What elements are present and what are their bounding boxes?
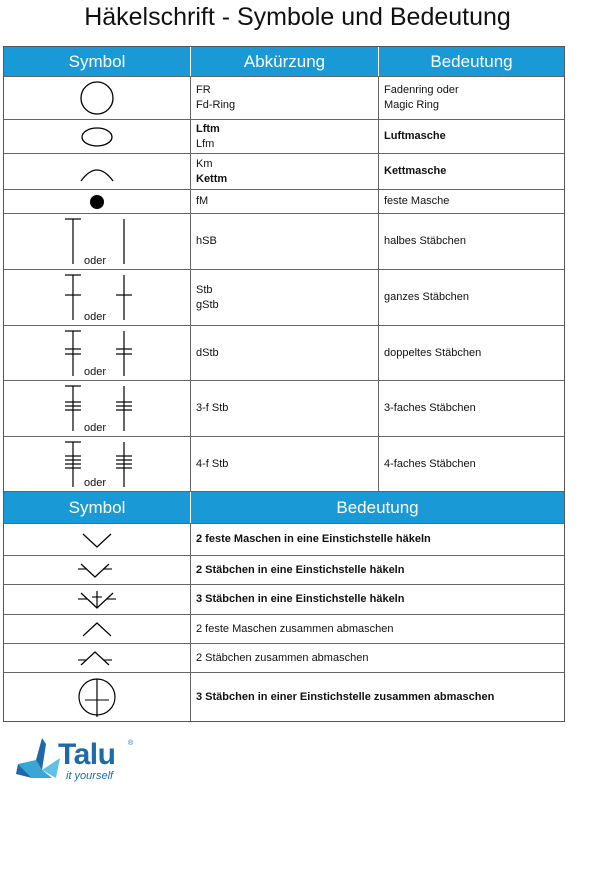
logo-tagline: it yourself	[66, 770, 114, 782]
page-title: Häkelschrift - Symbole und Bedeutung	[84, 3, 511, 31]
abbr-text: hSB	[196, 235, 217, 247]
abbr-text: Lftm	[196, 122, 220, 135]
abbr-text: gStb	[196, 298, 219, 311]
abbr-text: Kettm	[196, 172, 228, 185]
table-row	[4, 673, 564, 721]
oder-label: oder	[84, 311, 107, 323]
table-row	[4, 556, 564, 585]
v-icon	[77, 528, 117, 552]
abbr-text: 4-f Stb	[196, 457, 229, 470]
circle-cluster-icon	[75, 675, 119, 719]
meaning-text: doppeltes Stäbchen	[384, 346, 482, 359]
dot-icon	[87, 192, 107, 212]
abbr-text: dStb	[196, 346, 219, 359]
table-row	[4, 214, 564, 270]
oval-icon	[77, 124, 117, 150]
oder-label: oder	[84, 477, 107, 489]
table-row	[4, 190, 564, 214]
table-row	[4, 524, 564, 556]
table-header	[4, 47, 564, 77]
inverted-v-icon	[77, 618, 117, 640]
header-symbol: Symbol	[4, 492, 191, 523]
meaning-text: 2 Stäbchen zusammen abmaschen	[196, 651, 369, 664]
abbr-text: 3-f Stb	[196, 402, 229, 414]
table-row	[4, 437, 564, 492]
meaning-text: 3 Stäbchen in eine Einstichstelle häkeln	[196, 593, 405, 605]
meaning-text: 3-faches Stäbchen	[384, 402, 476, 414]
abbr-text: Lfm	[196, 137, 215, 150]
table-row	[4, 381, 564, 437]
meaning-text: 2 Stäbchen in eine Einstichstelle häkeln	[196, 563, 405, 576]
table-row	[4, 120, 564, 154]
meaning-text: Magic Ring	[384, 99, 440, 111]
meaning-text: feste Masche	[384, 195, 450, 207]
double-inverted-v-icon	[75, 647, 119, 669]
meaning-text: Luftmasche	[384, 130, 446, 142]
table-row	[4, 585, 564, 615]
table-row	[4, 615, 564, 644]
logo-registered: ®	[128, 740, 134, 747]
oder-label: oder	[84, 255, 107, 267]
abbr-text: Stb	[196, 283, 213, 296]
arc-icon	[77, 159, 117, 185]
meaning-text: ganzes Stäbchen	[384, 291, 470, 303]
table-row	[4, 154, 564, 190]
abbr-text: fM	[196, 195, 209, 207]
table-row	[4, 77, 564, 120]
abbr-text: Km	[196, 157, 213, 170]
table-row	[4, 270, 564, 326]
header-symbol: Symbol	[4, 47, 191, 76]
abbr-text: FR	[196, 84, 211, 96]
header-abkuerzung: Abkürzung	[191, 47, 379, 76]
table-row	[4, 326, 564, 381]
abbr-text: Fd-Ring	[196, 99, 236, 111]
meaning-text: 2 feste Maschen in eine Einstichstelle häkeln	[196, 533, 431, 545]
circle-icon	[77, 79, 117, 117]
meaning-text: Kettmasche	[384, 165, 447, 177]
oder-label: oder	[84, 366, 107, 378]
meaning-text: halbes Stäbchen	[384, 235, 466, 247]
logo-name: Talu	[58, 738, 116, 771]
symbol-table	[3, 46, 565, 722]
triple-v-icon	[75, 588, 119, 612]
meaning-text: 2 feste Maschen zusammen abmaschen	[196, 622, 394, 635]
table-row	[4, 644, 564, 673]
double-v-icon	[75, 559, 119, 581]
meaning-text: 4-faches Stäbchen	[384, 457, 476, 470]
header-bedeutung: Bedeutung	[336, 497, 419, 517]
meaning-text: 3 Stäbchen in einer Einstichstelle zusammen abmaschen	[196, 690, 495, 703]
meaning-text: Fadenring oder	[384, 84, 459, 96]
header-bedeutung: Bedeutung	[430, 51, 513, 71]
table-header	[4, 492, 564, 524]
oder-label: oder	[84, 422, 107, 434]
